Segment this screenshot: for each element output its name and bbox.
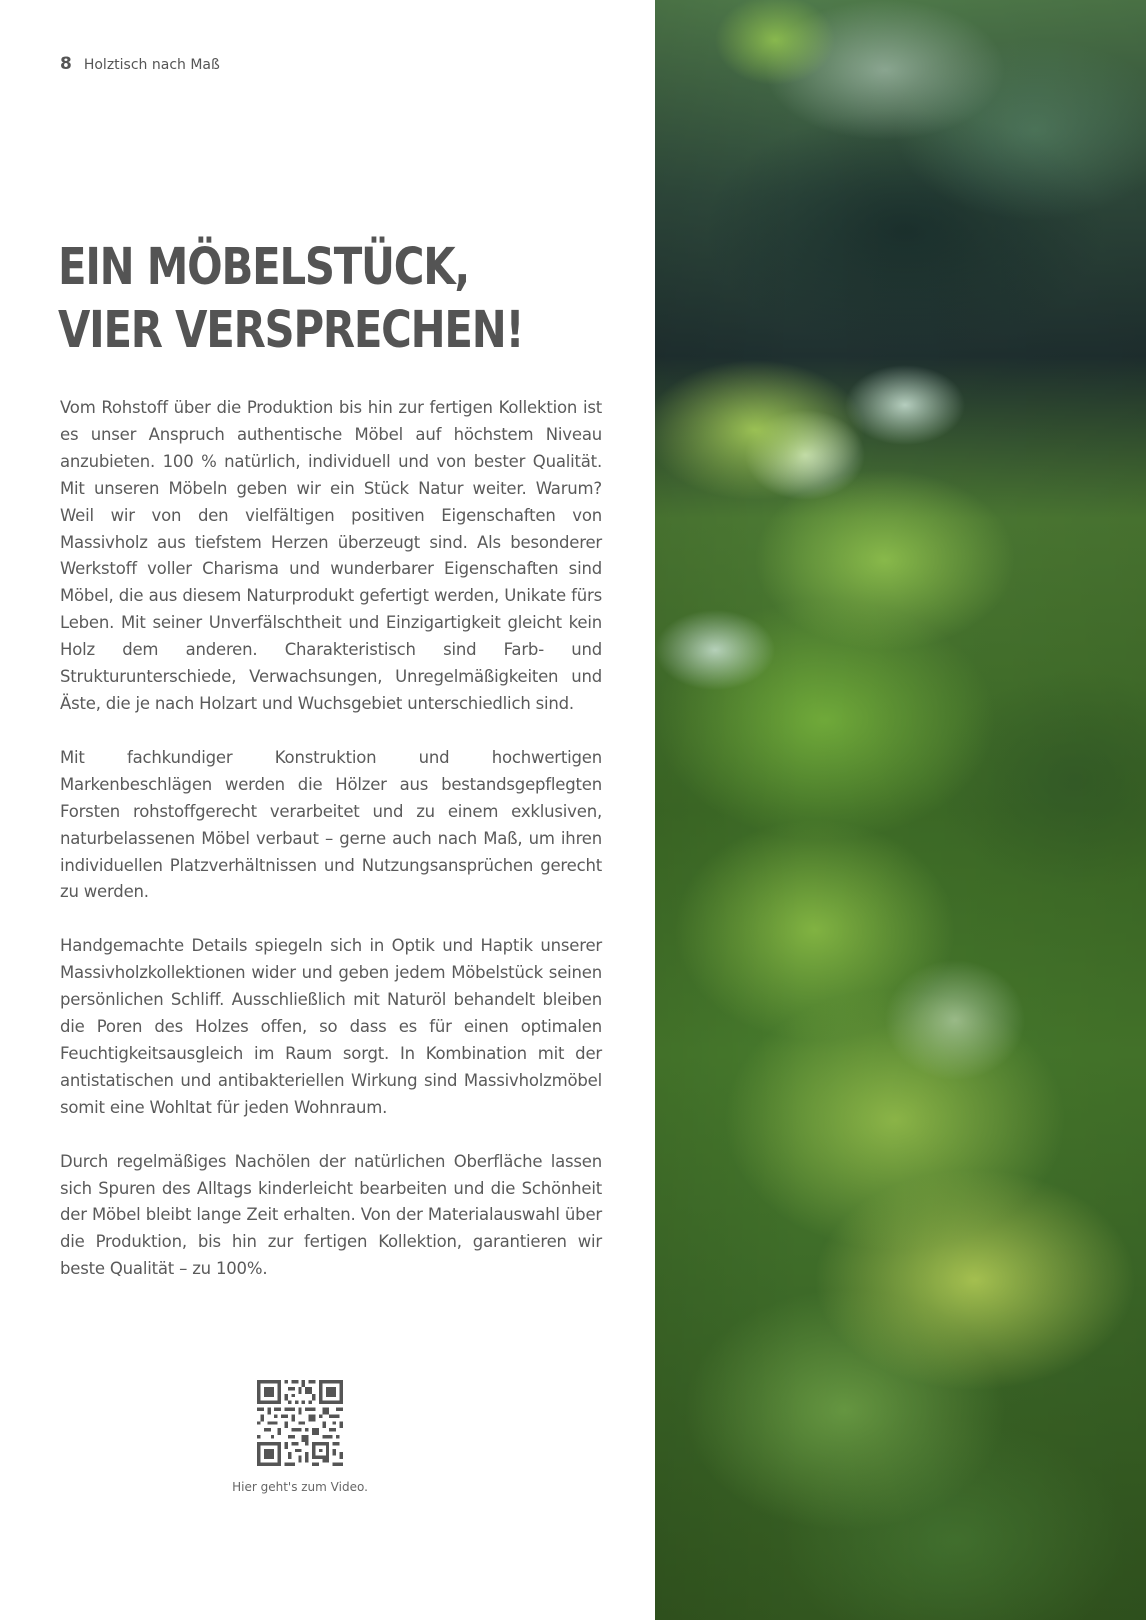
qr-video-link[interactable] bbox=[190, 1380, 410, 1494]
paragraph-4: Durch regelmäßiges Nachölen der natürlichen Oberfläche lassen sich Spuren des Alltags kinderleicht bearbeiten und die Schönheit der Möbel bleibt lange Zeit erhalten. Von der Materialauswahl über die Produktion, bis hin zur fertigen Kollektion, garantieren wir beste Qualität – zu 100%. bbox=[60, 1151, 602, 1279]
page-headline bbox=[58, 236, 524, 362]
qr-code-icon[interactable] bbox=[257, 1380, 343, 1466]
blurred-foliage-photo bbox=[655, 0, 1146, 1620]
page-header bbox=[60, 54, 220, 74]
headline-line-1: EIN MÖBELSTÜCK, bbox=[58, 238, 470, 297]
body-text bbox=[60, 395, 602, 1310]
page-number: 8 bbox=[60, 54, 72, 74]
headline-line-2: VIER VERSPRECHEN! bbox=[58, 301, 524, 360]
photo-shading bbox=[655, 0, 1146, 1620]
paragraph-3: Handgemachte Details spiegeln sich in Optik und Haptik unserer Massivholzkollektionen wider und geben jedem Möbelstück seinen persönlichen Schliff. Ausschließlich mit Naturöl behandelt bleiben die Poren des Holzes offen, so dass es für einen optimalen Feuchtigkeitsausgleich im Raum sorgt. In Kombination mit der antistatischen und antibakteriellen Wirkung sind Massivholzmöbel somit eine Wohltat für jeden Wohnraum. bbox=[60, 936, 602, 1117]
paragraph-1: Vom Rohstoff über die Produktion bis hin zur fertigen Kollektion ist es unser Anspruch authentische Möbel auf höchstem Niveau anzubieten. 100 % natürlich, individuell und von bester Qualität. Mit unseren Möbeln geben wir ein Stück Natur weiter. Warum? Weil wir von den vielfältigen positiven Eigenschaften von Massivholz aus tiefstem Herzen überzeugt sind. Als besonderer Werkstoff voller Charisma und wunderbarer Eigenschaften sind Möbel, die aus diesem Naturprodukt gefertigt werden, Unikate fürs Leben. Mit seiner Unverfälschtheit und Einzigartigkeit gleicht kein Holz dem anderen. Charakteristisch sind Farb- und Strukturunterschiede, Verwachsungen, Unregelmäßigkeiten und Äste, die je nach Holzart und Wuchsgebiet unterschiedlich sind. bbox=[60, 398, 602, 713]
paragraph-2: Mit fachkundiger Konstruktion und hochwertigen Markenbeschlägen werden die Hölzer aus bestandsgepflegten Forsten rohstoffgerecht verarbeitet und zu einem exklusiven, naturbelassenen Möbel verbaut – gerne auch nach Maß, um ihren individuellen Platzverhältnissen und Nutzungsansprüchen gerecht zu werden. bbox=[60, 747, 602, 902]
qr-caption: Hier geht's zum Video. bbox=[232, 1480, 368, 1494]
section-title: Holztisch nach Maß bbox=[83, 57, 220, 73]
